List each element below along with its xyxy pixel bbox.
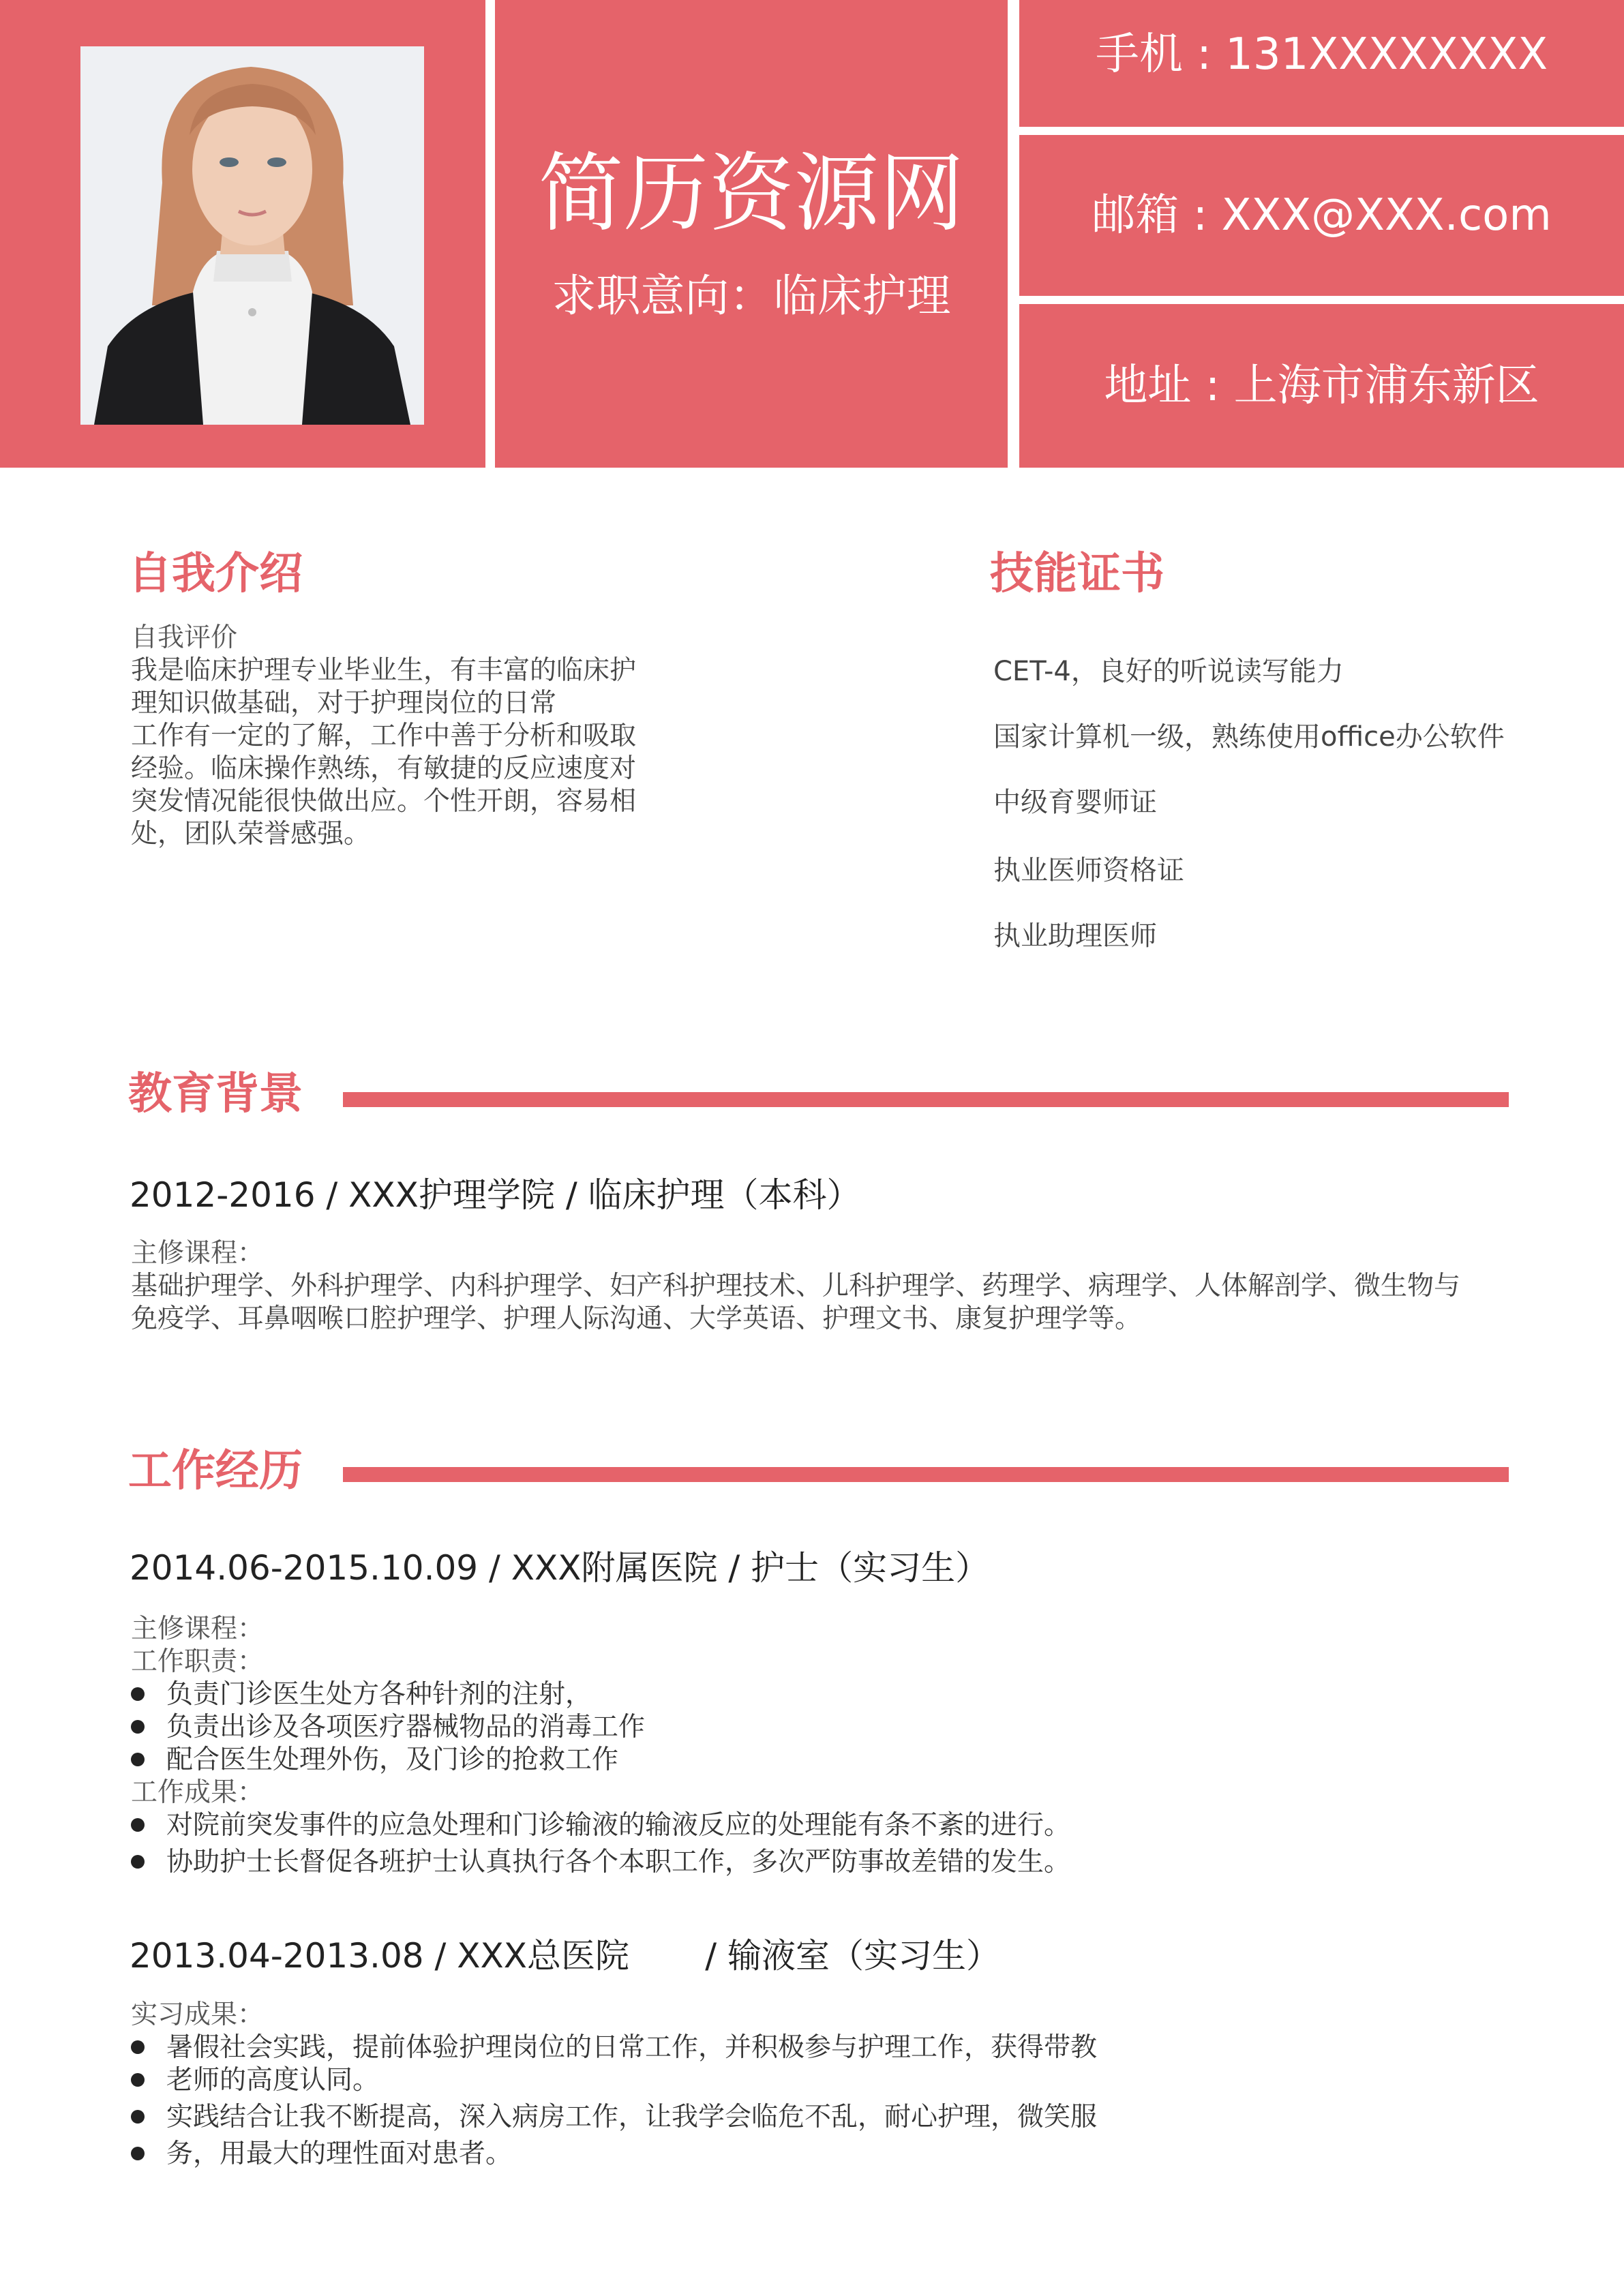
list-item: 负责出诊及各项医疗器械物品的消毒工作 (131, 1711, 645, 1744)
work-entry-title: 2013.04-2013.08 / XXX总医院 / 输液室（实习生） (130, 1936, 1000, 1976)
list-item: 对院前突发事件的应急处理和门诊输液的输液反应的处理能有条不紊的进行。 (131, 1809, 1070, 1842)
list-item: 负责门诊医生处方各种针剂的注射， (131, 1678, 645, 1711)
work-results-list (131, 1809, 1070, 1879)
skill-item: CET-4，良好的听说读写能力 (993, 656, 1344, 687)
about-line: 我是临床护理专业毕业生，有丰富的临床护 (131, 655, 637, 686)
section-title-education: 教育背景 (128, 1069, 303, 1119)
section-title-skills: 技能证书 (990, 549, 1164, 599)
list-item: 配合医生处理外伤，及门诊的抢救工作 (131, 1744, 645, 1777)
about-line: 工作有一定的了解，工作中善于分析和吸取 (131, 721, 637, 751)
list-item: 暑假社会实践，提前体验护理岗位的日常工作，并积极参与护理工作，获得带教 (131, 2031, 1097, 2064)
about-line: 经验。临床操作熟练，有敏捷的反应速度对 (131, 753, 637, 784)
education-entry-title: 2012-2016 / XXX护理学院 / 临床护理（本科） (130, 1175, 861, 1215)
job-intent: 求职意向：临床护理 (552, 271, 951, 322)
section-divider-work (343, 1467, 1509, 1482)
bullet-icon (131, 1855, 145, 1869)
bullet-icon (131, 2147, 145, 2160)
profile-photo (80, 46, 424, 425)
section-title-about: 自我介绍 (128, 549, 303, 599)
candidate-name: 简历资源网 (538, 145, 965, 243)
self-evaluation-label: 自我评价 (131, 622, 238, 653)
bullet-icon (131, 2040, 145, 2054)
about-line: 处，团队荣誉感强。 (131, 819, 371, 849)
contact-address: 地址 : 上海市浦东新区 (1104, 361, 1539, 411)
skill-item: 国家计算机一级，熟练使用office办公软件 (993, 721, 1505, 753)
bullet-icon (131, 1720, 145, 1734)
bullet-icon (131, 1753, 145, 1766)
list-item: 务，用最大的理性面对患者。 (131, 2138, 1097, 2171)
bullet-icon (131, 2073, 145, 2087)
work-courses-label: 主修课程： (131, 1614, 265, 1644)
skill-item: 执业助理医师 (993, 920, 1157, 952)
courses-text (131, 1270, 1563, 1335)
list-item: 老师的高度认同。 (131, 2064, 1097, 2097)
bullet-icon (131, 1818, 145, 1832)
about-line: 理知识做基础，对于护理岗位的日常 (131, 688, 557, 719)
skill-item: 执业医师资格证 (993, 855, 1184, 886)
list-item: 协助护士长督促各班护士认真执行各个本职工作，多次严防事故差错的发生。 (131, 1846, 1070, 1879)
section-title-work: 工作经历 (128, 1446, 303, 1496)
courses-line: 免疫学、耳鼻咽喉口腔护理学、护理人际沟通、大学英语、护理文书、康复护理学等。 (131, 1303, 1142, 1334)
internship-results-list (131, 2031, 1097, 2171)
portrait-image (80, 46, 424, 425)
courses-label: 主修课程： (131, 1238, 265, 1269)
contact-phone: 手机 : 131XXXXXXXX (1095, 29, 1548, 80)
work-duties-list (131, 1678, 645, 1777)
section-divider-education (343, 1092, 1509, 1107)
list-item: 实践结合让我不断提高，深入病房工作，让我学会临危不乱，耐心护理，微笑服 (131, 2101, 1097, 2134)
work-entry-title: 2014.06-2015.10.09 / XXX附属医院 / 护士（实习生） (130, 1548, 990, 1588)
work-duties-label: 工作职责： (131, 1646, 265, 1677)
internship-results-label: 实习成果： (131, 1999, 265, 2030)
bullet-icon (131, 1687, 145, 1701)
contact-email: 邮箱 : XXX@XXX.com (1092, 190, 1552, 241)
bullet-icon (131, 2110, 145, 2124)
skill-item: 中级育婴师证 (993, 787, 1157, 818)
self-evaluation-text (131, 654, 676, 851)
work-results-label: 工作成果： (131, 1777, 265, 1808)
courses-line: 基础护理学、外科护理学、内科护理学、妇产科护理技术、儿科护理学、药理学、病理学、人体解剖学、微生物与 (131, 1271, 1461, 1301)
about-line: 突发情况能很快做出应。个性开朗，容易相 (131, 786, 637, 817)
